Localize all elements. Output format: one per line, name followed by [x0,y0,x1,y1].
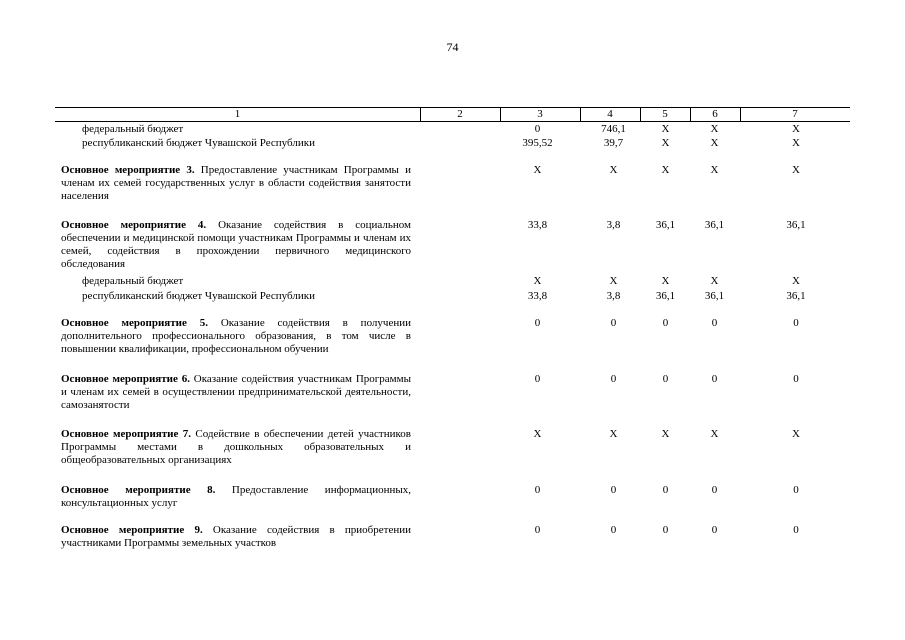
row-value-col-7: X [792,428,800,440]
row-value-col-6: X [710,164,719,176]
row-value-col-7: 0 [793,373,799,385]
header-col-6: 6 [712,108,718,120]
header-col-3: 3 [537,108,543,120]
row-value-col-7: X [792,123,800,135]
row-value-col-5: X [661,123,670,135]
row-text: Предоставление информационных, консультационных услуг [61,484,411,509]
header-col-2: 2 [457,108,463,120]
row-value-col-3: X [533,275,542,287]
row-value-col-4: 0 [610,373,617,385]
row-label: республиканский бюджет Чувашской Республики [82,290,315,302]
row-value-col-5: X [661,275,670,287]
row-value-col-6: 0 [711,484,718,496]
row-value-col-6: X [710,137,719,149]
row-value-col-7: X [792,164,800,176]
row-title: Основное мероприятие 6. [61,373,190,385]
row-text: Оказание содействия в приобретении участниками Программы земельных участков [61,524,411,549]
row-text: Оказание содействия участникам Программы и членам их семей в осуществлении предпринимательской деятельности, самозанятости [61,373,411,411]
row-value-col-5: 0 [662,317,669,329]
header-col-1: 1 [234,108,241,120]
row-title: Основное мероприятие 4. [61,219,207,231]
row-value-col-7: 36,1 [786,219,806,231]
row-description [61,219,411,271]
row-value-col-4: 39,7 [603,137,624,149]
row-value-col-6: 36,1 [704,290,725,302]
row-text: Предоставление участникам Программы и членам их семей государственных услуг в области содействия занятости населения [61,164,411,202]
header-col-7: 7 [792,108,798,120]
row-title: Основное мероприятие 3. [61,164,195,176]
row-value-col-5: 0 [662,484,669,496]
row-value-col-7: 0 [793,524,799,536]
row-title: Основное мероприятие 9. [61,524,203,536]
row-value-col-5: 0 [662,373,669,385]
row-value-col-6: 0 [711,373,718,385]
row-value-col-5: X [661,137,670,149]
row-value-col-5: X [661,164,670,176]
row-value-col-7: X [792,137,800,149]
row-value-col-6: X [710,123,719,135]
row-value-col-3: 0 [534,524,541,536]
row-description [61,524,411,550]
page-number: 74 [446,40,459,54]
row-value-col-6: 0 [711,524,718,536]
row-value-col-6: 0 [711,317,718,329]
row-title: Основное мероприятие 7. [61,428,191,440]
row-value-col-6: 36,1 [704,219,725,231]
row-value-col-3: 0 [534,373,541,385]
row-value-col-4: X [609,275,618,287]
header-col-4: 4 [607,108,613,120]
row-value-col-3: 33,8 [527,219,548,231]
row-value-col-3: 0 [534,317,541,329]
row-label: федеральный бюджет [82,123,184,135]
row-value-col-4: 0 [610,484,617,496]
row-value-col-4: X [609,428,618,440]
row-value-col-3: X [533,164,542,176]
row-label: федеральный бюджет [82,275,184,287]
row-value-col-6: X [710,428,719,440]
header-bottom-rule [55,121,850,122]
row-value-col-7: X [792,275,800,287]
row-value-col-5: 0 [662,524,669,536]
row-value-col-4: 0 [610,524,617,536]
row-value-col-6: X [710,275,719,287]
row-text: Содействие в обеспечении детей участников Программы местами в дошкольных образовательных и общеобразовательных организациях [61,428,411,466]
row-label: республиканский бюджет Чувашской Республики [82,137,315,149]
row-value-col-5: 36,1 [655,219,676,231]
row-value-col-3: 395,52 [522,137,553,149]
header-col-5: 5 [662,108,668,120]
row-value-col-7: 0 [793,484,799,496]
row-value-col-4: 3,8 [606,290,621,302]
row-value-col-4: 746,1 [601,123,626,135]
row-value-col-5: 36,1 [655,290,676,302]
row-value-col-7: 0 [793,317,799,329]
row-description [61,317,411,356]
row-text: Оказание содействия в получении дополнительного профессионального образования, в том числе в повышении квалификации, профессиональном обучении [61,317,411,355]
row-text: Оказание содействия в социальном обеспечении и медицинской помощи участникам Программы и членам их семей, содействия в прохождении первичного медицинского обследования [61,219,411,270]
row-description [61,484,411,510]
row-value-col-3: X [533,428,542,440]
row-value-col-3: 33,8 [527,290,548,302]
row-value-col-5: X [661,428,670,440]
row-value-col-3: 0 [534,484,541,496]
row-value-col-7: 36,1 [786,290,806,302]
row-title: Основное мероприятие 8. [61,484,216,496]
row-title: Основное мероприятие 5. [61,317,208,329]
row-value-col-4: X [609,164,618,176]
row-description [61,373,411,412]
row-value-col-3: 0 [534,123,541,135]
row-description [61,428,411,467]
row-value-col-4: 0 [610,317,617,329]
row-description [61,164,411,203]
row-value-col-4: 3,8 [606,219,621,231]
